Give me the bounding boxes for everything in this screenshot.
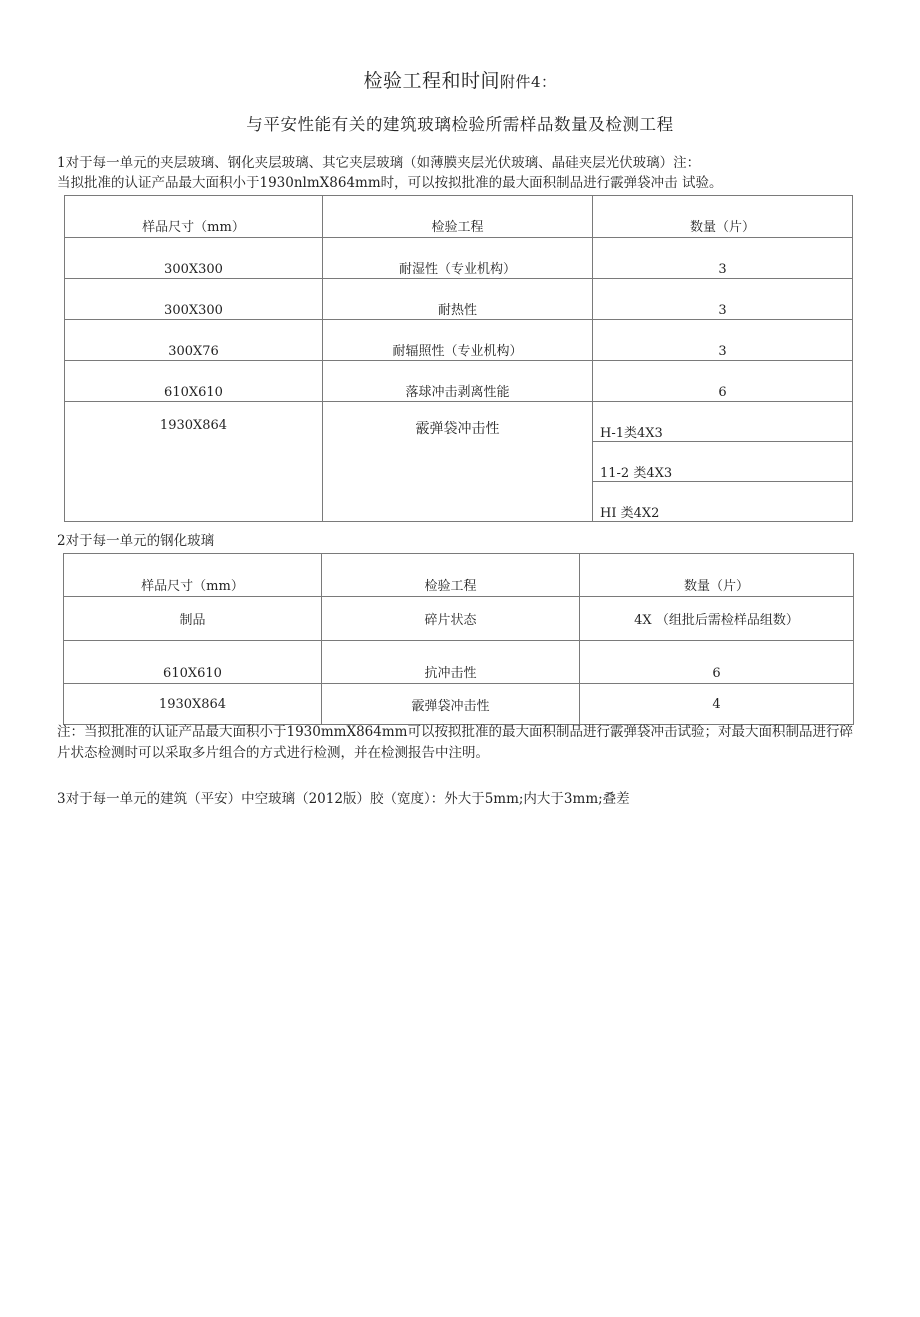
title-suffix: 附件4： <box>499 73 557 91</box>
cell-item: 霰弹袋冲击性 <box>322 684 580 725</box>
section1-line1: 1对于每一单元的夹层玻璃、钢化夹层玻璃、其它夹层玻璃（如薄膜夹层光伏玻璃、晶硅夹层光伏玻璃）注： <box>57 155 701 171</box>
cell-item: 耐湿性（专业机构） <box>323 238 593 279</box>
title-main: 检验工程和时间 <box>363 70 500 92</box>
section3-line: 3对于每一单元的建筑（平安）中空玻璃（2012版）胶（宽度）：外大于5mm;内大于3mm;叠差 <box>57 791 630 807</box>
table-row <box>65 361 853 402</box>
cell-size: 610X610 <box>65 361 323 402</box>
header-size: 样品尺寸（mm） <box>64 554 322 597</box>
cell-item: 落球冲击剥离性能 <box>323 361 593 402</box>
cell-qty: 4X （组批后需检样品组数） <box>580 597 854 641</box>
cell-qty: 3 <box>593 320 853 361</box>
cell-qty: 3 <box>593 238 853 279</box>
cell-size: 1930X864 <box>64 684 322 725</box>
cell-qty-sub: HI 类4X2 <box>593 482 853 522</box>
header-qty: 数量（片） <box>580 554 854 597</box>
header-item: 检验工程 <box>323 196 593 238</box>
cell-size: 610X610 <box>64 641 322 684</box>
header-item: 检验工程 <box>322 554 580 597</box>
cell-qty: 6 <box>593 361 853 402</box>
table-header-row <box>65 196 853 238</box>
laminated-glass-table <box>64 195 853 522</box>
section1-line2: 当拟批准的认证产品最大面积小于1930nlmX864mm时，可以按拟批准的最大面积制品进行霰弹袋冲击 试验。 <box>57 175 723 191</box>
table-row <box>65 238 853 279</box>
cell-item: 霰弹袋冲击性 <box>323 402 593 522</box>
table-row <box>65 279 853 320</box>
cell-item: 耐辐照性（专业机构） <box>323 320 593 361</box>
cell-qty: 4 <box>580 684 854 725</box>
section2-note: 注：当拟批准的认证产品最大面积小于1930mmX864mm可以按拟批准的最大面积制品进行霰弹袋冲击试验；对最大面积制品进行碎片状态检测时可以采取多片组合的方式进行检测，并在检测报告中注明。 <box>57 724 853 761</box>
table-row <box>64 641 854 684</box>
header-size: 样品尺寸（mm） <box>65 196 323 238</box>
cell-size: 300X76 <box>65 320 323 361</box>
table-row <box>65 402 853 442</box>
cell-item: 抗冲击性 <box>322 641 580 684</box>
table-row <box>64 597 854 641</box>
cell-size: 1930X864 <box>65 402 323 522</box>
cell-item: 耐热性 <box>323 279 593 320</box>
cell-size: 制品 <box>64 597 322 641</box>
cell-qty: 3 <box>593 279 853 320</box>
tempered-glass-table <box>63 553 854 725</box>
page-title <box>0 66 920 93</box>
cell-item: 碎片状态 <box>322 597 580 641</box>
cell-size: 300X300 <box>65 238 323 279</box>
table-header-row <box>64 554 854 597</box>
cell-qty-sub: 11-2 类4X3 <box>593 442 853 482</box>
page-subtitle: 与平安性能有关的建筑玻璃检验所需样品数量及检测工程 <box>246 115 674 134</box>
cell-qty: 6 <box>580 641 854 684</box>
header-qty: 数量（片） <box>593 196 853 238</box>
section2-heading: 2对于每一单元的钢化玻璃 <box>57 533 215 549</box>
table-row <box>65 320 853 361</box>
cell-size: 300X300 <box>65 279 323 320</box>
cell-qty-sub: H-1类4X3 <box>593 402 853 442</box>
table-row <box>64 684 854 725</box>
